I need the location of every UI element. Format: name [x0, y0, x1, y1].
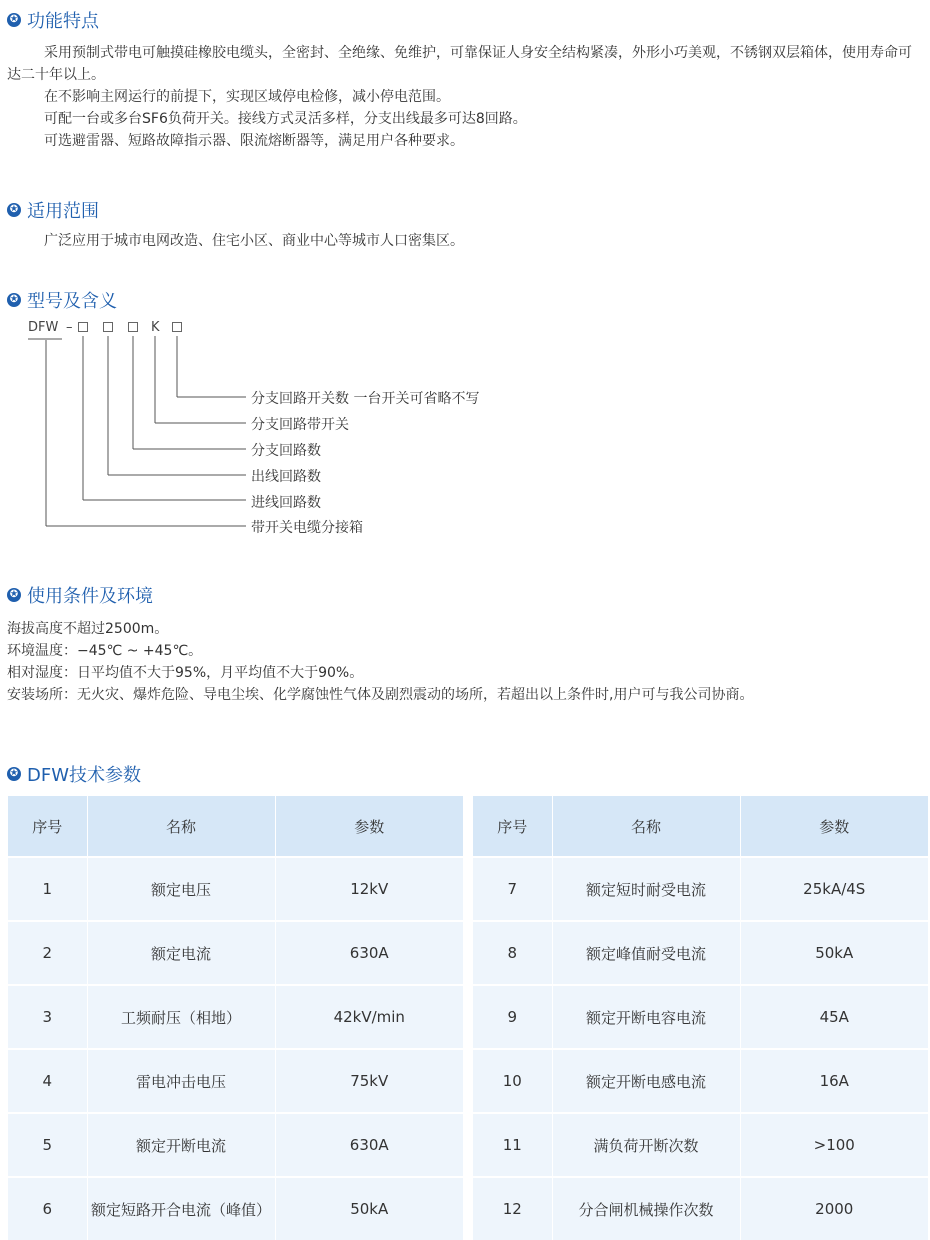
cell-value: 50kA: [740, 921, 928, 985]
params-table-left: [8, 796, 463, 1240]
features-para-1: 采用预制式带电可触摸硅橡胶电缆头，全密封、全绝缘、免维护，可靠保证人身安全结构紧凑，外形小巧美观，不锈钢双层箱体，使用寿命可达二十年以上。: [7, 45, 912, 83]
cell-index: 11: [473, 1113, 552, 1177]
conditions-line-1: 海拔高度不超过2500m。: [7, 621, 169, 637]
cell-index: 6: [8, 1177, 87, 1240]
cell-index: 5: [8, 1113, 87, 1177]
header-index: 序号: [473, 796, 552, 857]
model-label-product-name: 带开关电缆分接箱: [251, 520, 363, 536]
model-label-outgoing-count: 出线回路数: [251, 469, 321, 485]
features-title: 功能特点: [27, 11, 99, 32]
table-row: [8, 1177, 463, 1240]
model-title: 型号及含义: [27, 291, 117, 312]
cell-index: 3: [8, 985, 87, 1049]
section-title-scope: [7, 198, 99, 222]
table-row: [8, 1113, 463, 1177]
header-value: 参数: [275, 796, 463, 857]
table-header-row: [8, 796, 463, 857]
cell-value: 50kA: [275, 1177, 463, 1240]
cell-name: 额定开断电感电流: [552, 1049, 740, 1113]
section-title-params: [7, 762, 141, 786]
cell-name: 分合闸机械操作次数: [552, 1177, 740, 1240]
cell-value: 12kV: [275, 857, 463, 921]
cell-index: 12: [473, 1177, 552, 1240]
cell-value: 42kV/min: [275, 985, 463, 1049]
star-icon: ✪: [7, 13, 21, 27]
cell-value: 75kV: [275, 1049, 463, 1113]
model-label-branch-with-switch: 分支回路带开关: [251, 417, 349, 433]
model-prefix: DFW: [28, 320, 59, 335]
cell-name: 额定电流: [87, 921, 275, 985]
model-label-branch-count: 分支回路数: [251, 443, 321, 459]
table-row: [473, 857, 928, 921]
model-dash: –: [66, 320, 73, 335]
table-row: [473, 985, 928, 1049]
cell-name: 满负荷开断次数: [552, 1113, 740, 1177]
cell-value: 25kA/4S: [740, 857, 928, 921]
conditions-line-2: 环境温度：−45℃ ~ +45℃。: [7, 643, 203, 659]
features-para-2: 在不影响主网运行的前提下，实现区域停电检修，减小停电范围。: [44, 89, 450, 105]
cell-index: 7: [473, 857, 552, 921]
cell-index: 10: [473, 1049, 552, 1113]
cell-name: 额定开断电容电流: [552, 985, 740, 1049]
cell-name: 雷电冲击电压: [87, 1049, 275, 1113]
table-row: [473, 1177, 928, 1240]
star-icon: ✪: [7, 293, 21, 307]
cell-name: 额定短时耐受电流: [552, 857, 740, 921]
section-title-conditions: [7, 583, 153, 607]
cell-name: 额定短路开合电流（峰值）: [87, 1177, 275, 1240]
star-icon: ✪: [7, 203, 21, 217]
model-label-branch-switch-count: 分支回路开关数 一台开关可省略不写: [251, 391, 480, 407]
params-table-right: [473, 796, 928, 1240]
cell-index: 8: [473, 921, 552, 985]
model-label-incoming-count: 进线回路数: [251, 495, 321, 511]
cell-value: 630A: [275, 1113, 463, 1177]
table-row: [473, 1049, 928, 1113]
cell-name: 工频耐压（相地）: [87, 985, 275, 1049]
table-row: [473, 1113, 928, 1177]
cell-name: 额定电压: [87, 857, 275, 921]
table-row: [8, 857, 463, 921]
cell-index: 9: [473, 985, 552, 1049]
scope-para-1: 广泛应用于城市电网改造、住宅小区、商业中心等城市人口密集区。: [44, 233, 464, 249]
cell-index: 2: [8, 921, 87, 985]
header-name: 名称: [87, 796, 275, 857]
features-para-4: 可选避雷器、短路故障指示器、限流熔断器等，满足用户各种要求。: [44, 133, 464, 149]
header-value: 参数: [740, 796, 928, 857]
conditions-line-3: 相对湿度：日平均值不大于95%，月平均值不大于90%。: [7, 665, 364, 681]
cell-name: 额定峰值耐受电流: [552, 921, 740, 985]
cell-value: >100: [740, 1113, 928, 1177]
section-title-features: [7, 8, 99, 32]
table-row: [8, 921, 463, 985]
star-icon: ✪: [7, 588, 21, 602]
table-row: [8, 1049, 463, 1113]
star-icon: ✪: [7, 767, 21, 781]
cell-index: 4: [8, 1049, 87, 1113]
scope-title: 适用范围: [27, 201, 99, 222]
cell-value: 45A: [740, 985, 928, 1049]
cell-name: 额定开断电流: [87, 1113, 275, 1177]
cell-value: 2000: [740, 1177, 928, 1240]
section-title-model: [7, 288, 117, 312]
cell-value: 16A: [740, 1049, 928, 1113]
header-name: 名称: [552, 796, 740, 857]
model-leader-lines: [0, 330, 260, 530]
model-k-letter: K: [151, 320, 160, 335]
features-para-3: 可配一台或多台SF6负荷开关。接线方式灵活多样，分支出线最多可达8回路。: [44, 111, 527, 127]
conditions-title: 使用条件及环境: [27, 586, 153, 607]
table-row: [473, 921, 928, 985]
table-header-row: [473, 796, 928, 857]
conditions-line-4: 安装场所：无火灾、爆炸危险、导电尘埃、化学腐蚀性气体及剧烈震动的场所，若超出以上条件时,用户可与我公司协商。: [7, 687, 754, 703]
cell-index: 1: [8, 857, 87, 921]
params-title: DFW技术参数: [27, 765, 142, 786]
cell-value: 630A: [275, 921, 463, 985]
header-index: 序号: [8, 796, 87, 857]
table-row: [8, 985, 463, 1049]
